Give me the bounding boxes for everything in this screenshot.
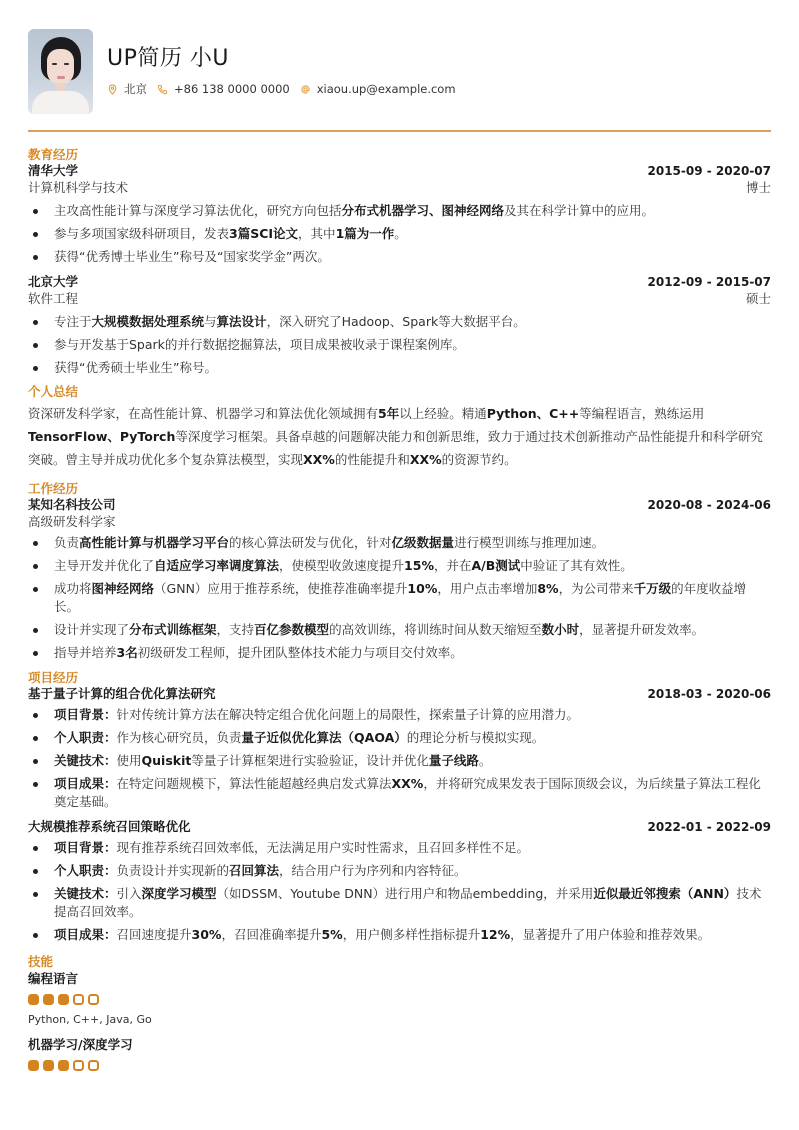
rating-dot-filled [43,1060,54,1071]
work-section [28,481,771,662]
bullet-item: 获得“优秀博士毕业生”称号及“国家奖学金”两次。 [28,248,771,266]
skills-section [28,954,771,1071]
rating-dot-empty [73,994,84,1005]
bullet-item: 项目成果：在特定问题规模下，算法性能超越经典启发式算法XX%，并将研究成果发表于国际顶级会议，为后续量子算法工程化奠定基础。 [28,775,771,811]
company-name: 某知名科技公司 [28,497,116,512]
school-name: 北京大学 [28,274,79,289]
bullet-item: 参与开发基于Spark的并行数据挖掘算法，项目成果被收录于课程案例库。 [28,336,771,354]
rating-dot-filled [28,1060,39,1071]
entry-date: 2015-09 - 2020-07 [647,164,771,178]
contact-phone [157,82,290,96]
degree: 硕士 [745,291,771,306]
resume-page [28,28,771,1071]
bullet-item: 主导开发并优化了自适应学习率调度算法，使模型收敛速度提升15%，并在A/B测试中验证了其有效性。 [28,557,771,575]
entry-date: 2018-03 - 2020-06 [647,687,771,701]
bullet-item: 设计并实现了分布式训练框架，支持百亿参数模型的高效训练，将训练时间从数天缩短至数小时，显著提升研发效率。 [28,621,771,639]
skill-item [28,970,771,1027]
skill-level-rating [28,994,771,1005]
summary-section [28,384,771,471]
rating-dot-empty [88,1060,99,1071]
skill-detail: Python, C++, Java, Go [28,1013,152,1026]
phone-text: +86 138 0000 0000 [174,82,290,96]
school-name: 清华大学 [28,163,79,178]
project-entry [28,686,771,811]
rating-dot-filled [43,994,54,1005]
rating-dot-filled [58,994,69,1005]
job-role: 高级研发科学家 [28,514,116,529]
bullet-item: 项目成果：召回速度提升30%，召回准确率提升5%，用户侧多样性指标提升12%，显著提升了用户体验和推荐效果。 [28,926,771,944]
skill-name: 编程语言 [28,971,79,986]
skill-name: 机器学习/深度学习 [28,1037,133,1052]
email-text: xiaou.up@example.com [316,82,456,96]
bullet-item: 获得“优秀硕士毕业生”称号。 [28,359,771,377]
project-entry [28,819,771,944]
project-name: 基于量子计算的组合优化算法研究 [28,686,216,701]
bullet-item: 关键技术：使用Quiskit等量子计算框架进行实验验证，设计并优化量子线路。 [28,752,771,770]
at-sign-icon [300,84,311,95]
bullet-item: 主攻高性能计算与深度学习算法优化，研究方向包括分布式机器学习、图神经网络及其在科学计算中的应用。 [28,202,771,220]
section-title-education: 教育经历 [28,147,79,162]
bullet-item: 参与多项国家级科研项目，发表3篇SCI论文，其中1篇为一作。 [28,225,771,243]
phone-icon [157,84,168,95]
education-section [28,147,771,377]
section-title-summary: 个人总结 [28,384,79,399]
bullet-list [28,202,771,266]
summary-text: 资深研发科学家，在高性能计算、机器学习和算法优化领域拥有5年以上经验。精通Python、C++等编程语言，熟练运用 TensorFlow、PyTorch等深度学习框架。具备卓越的问题解决能力和创新思维，致力于通过技术创新推动产品性能提升和科学研究突破。曾主导并成功优化多个复杂算法模型，实现XX%的性能提升和XX%的资源节约。 [28,406,763,467]
education-entry [28,274,771,377]
bullet-item: 项目背景：现有推荐系统召回效率低，无法满足用户实时性需求，且召回多样性不足。 [28,839,771,857]
project-name: 大规模推荐系统召回策略优化 [28,819,191,834]
bullet-list [28,839,771,944]
rating-dot-empty [73,1060,84,1071]
section-title-work: 工作经历 [28,481,79,496]
section-title-projects: 项目经历 [28,670,79,685]
bullet-list [28,313,771,377]
contact-info [107,81,466,97]
bullet-item: 项目背景：针对传统计算方法在解决特定组合优化问题上的局限性，探索量子计算的应用潜力。 [28,706,771,724]
entry-date: 2012-09 - 2015-07 [647,275,771,289]
bullet-list [28,706,771,811]
entry-date: 2022-01 - 2022-09 [647,820,771,834]
bullet-list [28,534,771,662]
rating-dot-filled [58,1060,69,1071]
rating-dot-empty [88,994,99,1005]
bullet-item: 关键技术：引入深度学习模型（如DSSM、Youtube DNN）进行用户和物品embedding，并采用近似最近邻搜索（ANN）技术提高召回效率。 [28,885,771,921]
bullet-item: 成功将图神经网络（GNN）应用于推荐系统，使推荐准确率提升10%，用户点击率增加8%，为公司带来千万级的年度收益增长。 [28,580,771,616]
contact-email [300,82,456,96]
education-entry [28,163,771,266]
degree: 博士 [745,180,771,195]
map-pin-icon [107,84,118,95]
profile-photo [28,29,93,114]
major: 计算机科学与技术 [28,180,129,195]
major: 软件工程 [28,291,79,306]
candidate-name: UP简历 小U [107,46,229,71]
work-entry [28,497,771,662]
projects-section [28,670,771,944]
header-divider [28,130,771,132]
contact-location [107,81,147,97]
bullet-item: 个人职责：作为核心研究员，负责量子近似优化算法（QAOA）的理论分析与模拟实现。 [28,729,771,747]
bullet-item: 专注于大规模数据处理系统与算法设计，深入研究了Hadoop、Spark等大数据平台。 [28,313,771,331]
skill-item [28,1036,771,1071]
section-title-skills: 技能 [28,954,54,969]
bullet-item: 负责高性能计算与机器学习平台的核心算法研发与优化，针对亿级数据量进行模型训练与推理加速。 [28,534,771,552]
bullet-item: 个人职责：负责设计并实现新的召回算法，结合用户行为序列和内容特征。 [28,862,771,880]
bullet-item: 指导并培养3名初级研发工程师，提升团队整体技术能力与项目交付效率。 [28,644,771,662]
skill-level-rating [28,1060,771,1071]
entry-date: 2020-08 - 2024-06 [647,498,771,512]
location-text: 北京 [124,82,147,96]
rating-dot-filled [28,994,39,1005]
resume-header [28,28,771,114]
